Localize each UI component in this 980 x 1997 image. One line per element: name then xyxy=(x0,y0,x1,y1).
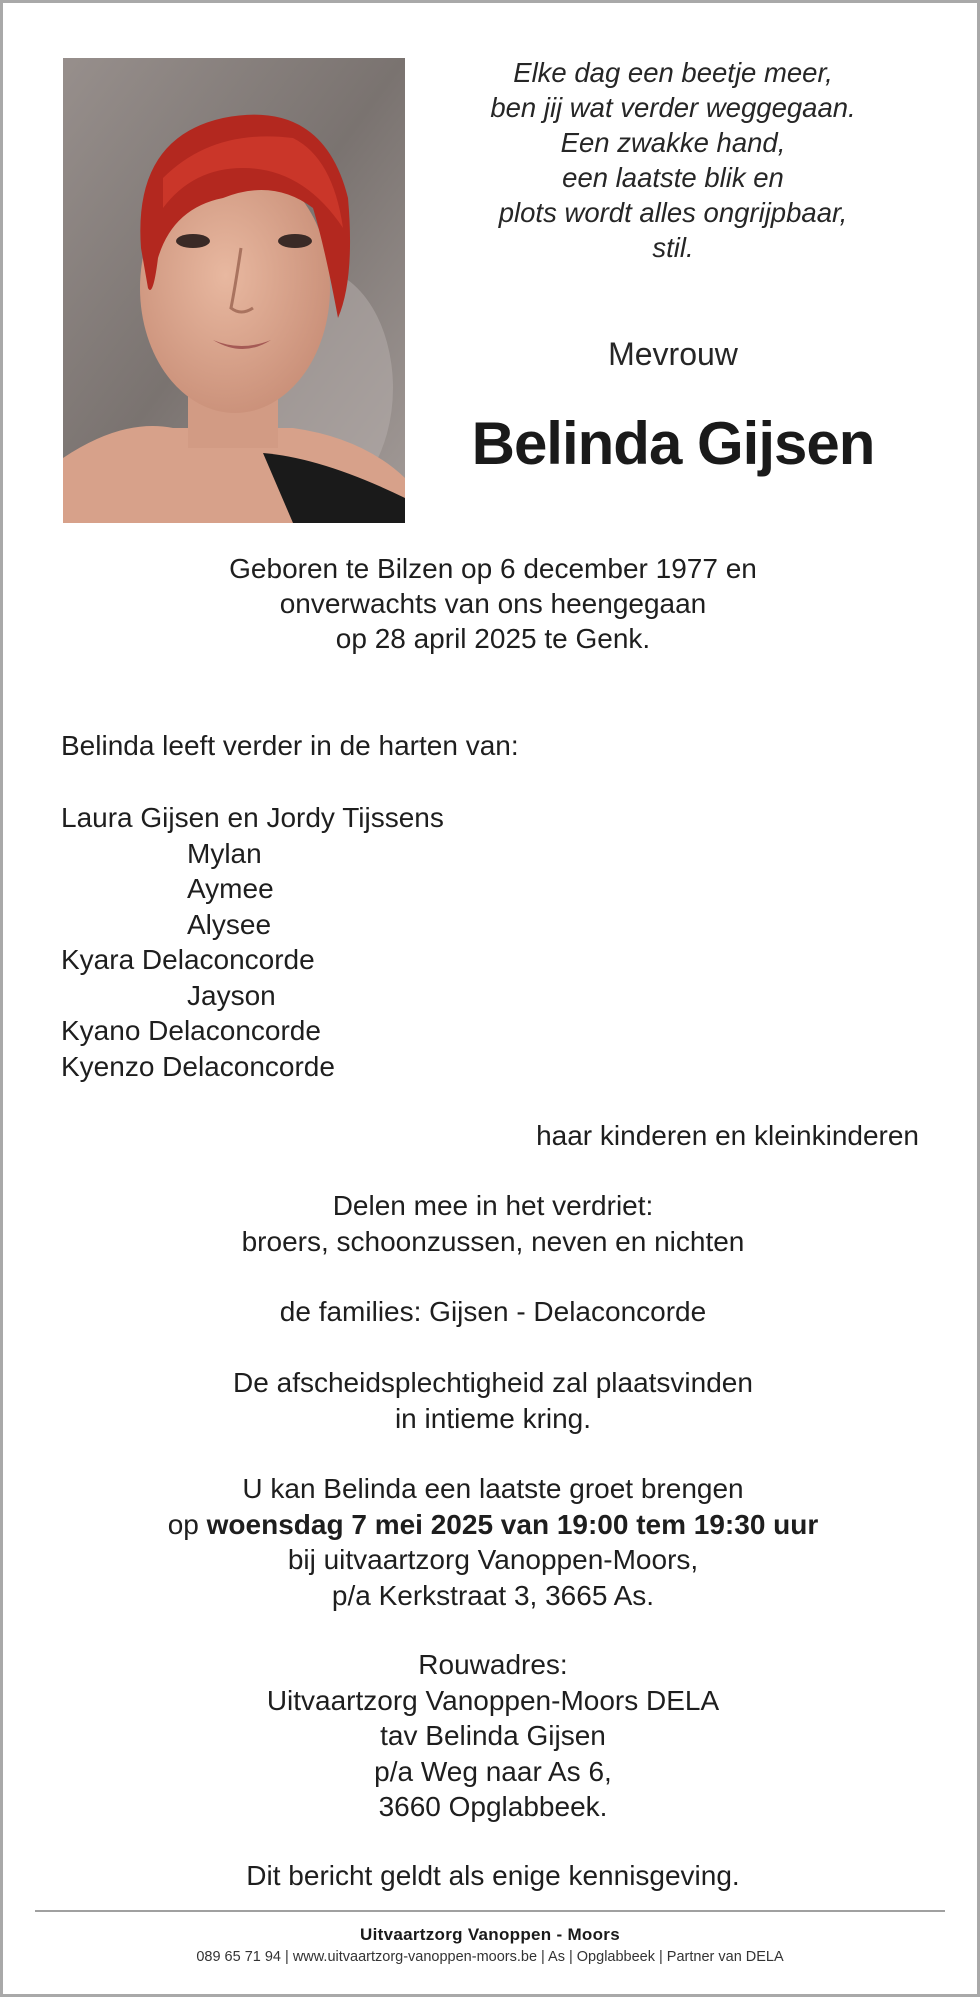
ceremony-line: in intieme kring. xyxy=(394,1402,592,1434)
family-member: Mylan xyxy=(187,837,262,869)
address-line: 3660 Opglabbeek. xyxy=(378,1791,608,1822)
share-grief-line: Delen mee in het verdriet: xyxy=(332,1190,654,1221)
ceremony-info xyxy=(63,1365,923,1436)
poem-line: stil. xyxy=(652,232,694,263)
family-member: Kyenzo Delaconcorde xyxy=(61,1050,335,1082)
birth-line: op 28 april 2025 te Genk. xyxy=(335,623,651,654)
family-member: Kyano Delaconcorde xyxy=(61,1015,321,1046)
footer-info: 089 65 71 94 | www.uitvaartzorg-vanoppen-moors.be | As | Opglabbeek | Partner van DELA xyxy=(196,1949,784,1965)
visit-datetime: woensdag 7 mei 2025 van 19:00 tem 19:30 uur xyxy=(206,1508,819,1540)
birth-line: onverwachts van ons heengegaan xyxy=(279,588,707,619)
families: de families: Gijsen - Delaconcorde xyxy=(279,1296,707,1327)
family-member: Aymee xyxy=(187,873,274,904)
poem-line: Een zwakke hand, xyxy=(560,127,786,158)
visit-prefix: op xyxy=(167,1508,207,1540)
visit-date-line xyxy=(63,1507,923,1543)
honorific: Mevrouw xyxy=(608,336,738,372)
visit-line: p/a Kerkstraat 3, 3665 As. xyxy=(331,1579,655,1611)
poem-line: een laatste blik en xyxy=(562,162,784,193)
ceremony-line: De afscheidsplechtigheid zal plaatsvinden xyxy=(233,1367,753,1398)
poem-line: ben jij wat verder weggegaan. xyxy=(490,92,856,123)
visit-line: bij uitvaartzorg Vanoppen-Moors, xyxy=(287,1544,699,1575)
poem-line: plots wordt alles ongrijpbaar, xyxy=(498,197,848,228)
poem-line: Elke dag een beetje meer, xyxy=(513,57,833,88)
address-line: Uitvaartzorg Vanoppen-Moors DELA xyxy=(266,1684,720,1716)
poem xyxy=(433,55,913,265)
portrait-photo xyxy=(63,58,405,523)
footer-title: Uitvaartzorg Vanoppen - Moors xyxy=(360,1925,620,1944)
mourning-address xyxy=(63,1647,923,1825)
address-line: Rouwadres: xyxy=(418,1649,568,1680)
family-list xyxy=(61,800,444,1084)
family-member: Kyara Delaconcorde xyxy=(61,944,315,975)
family-member: Alysee xyxy=(187,908,272,940)
notice-text: Dit bericht geldt als enige kennisgeving. xyxy=(246,1860,740,1891)
family-role: haar kinderen en kleinkinderen xyxy=(536,1120,919,1151)
family-member: Jayson xyxy=(187,979,276,1011)
deceased-name: Belinda Gijsen xyxy=(471,410,875,477)
family-member: Laura Gijsen en Jordy Tijssens xyxy=(61,802,444,833)
visit-line: U kan Belinda een laatste groet brengen xyxy=(242,1473,744,1504)
share-grief-line: broers, schoonzussen, neven en nichten xyxy=(241,1225,745,1257)
footer-divider xyxy=(35,1910,945,1912)
portrait-illustration xyxy=(63,58,405,523)
birth-death-info xyxy=(63,551,923,656)
address-line: tav Belinda Gijsen xyxy=(380,1720,606,1751)
visit-info xyxy=(63,1471,923,1613)
share-grief xyxy=(63,1188,923,1259)
lives-on-text: Belinda leeft verder in de harten van: xyxy=(61,730,519,761)
birth-line: Geboren te Bilzen op 6 december 1977 en xyxy=(229,553,757,584)
address-line: p/a Weg naar As 6, xyxy=(374,1755,612,1787)
